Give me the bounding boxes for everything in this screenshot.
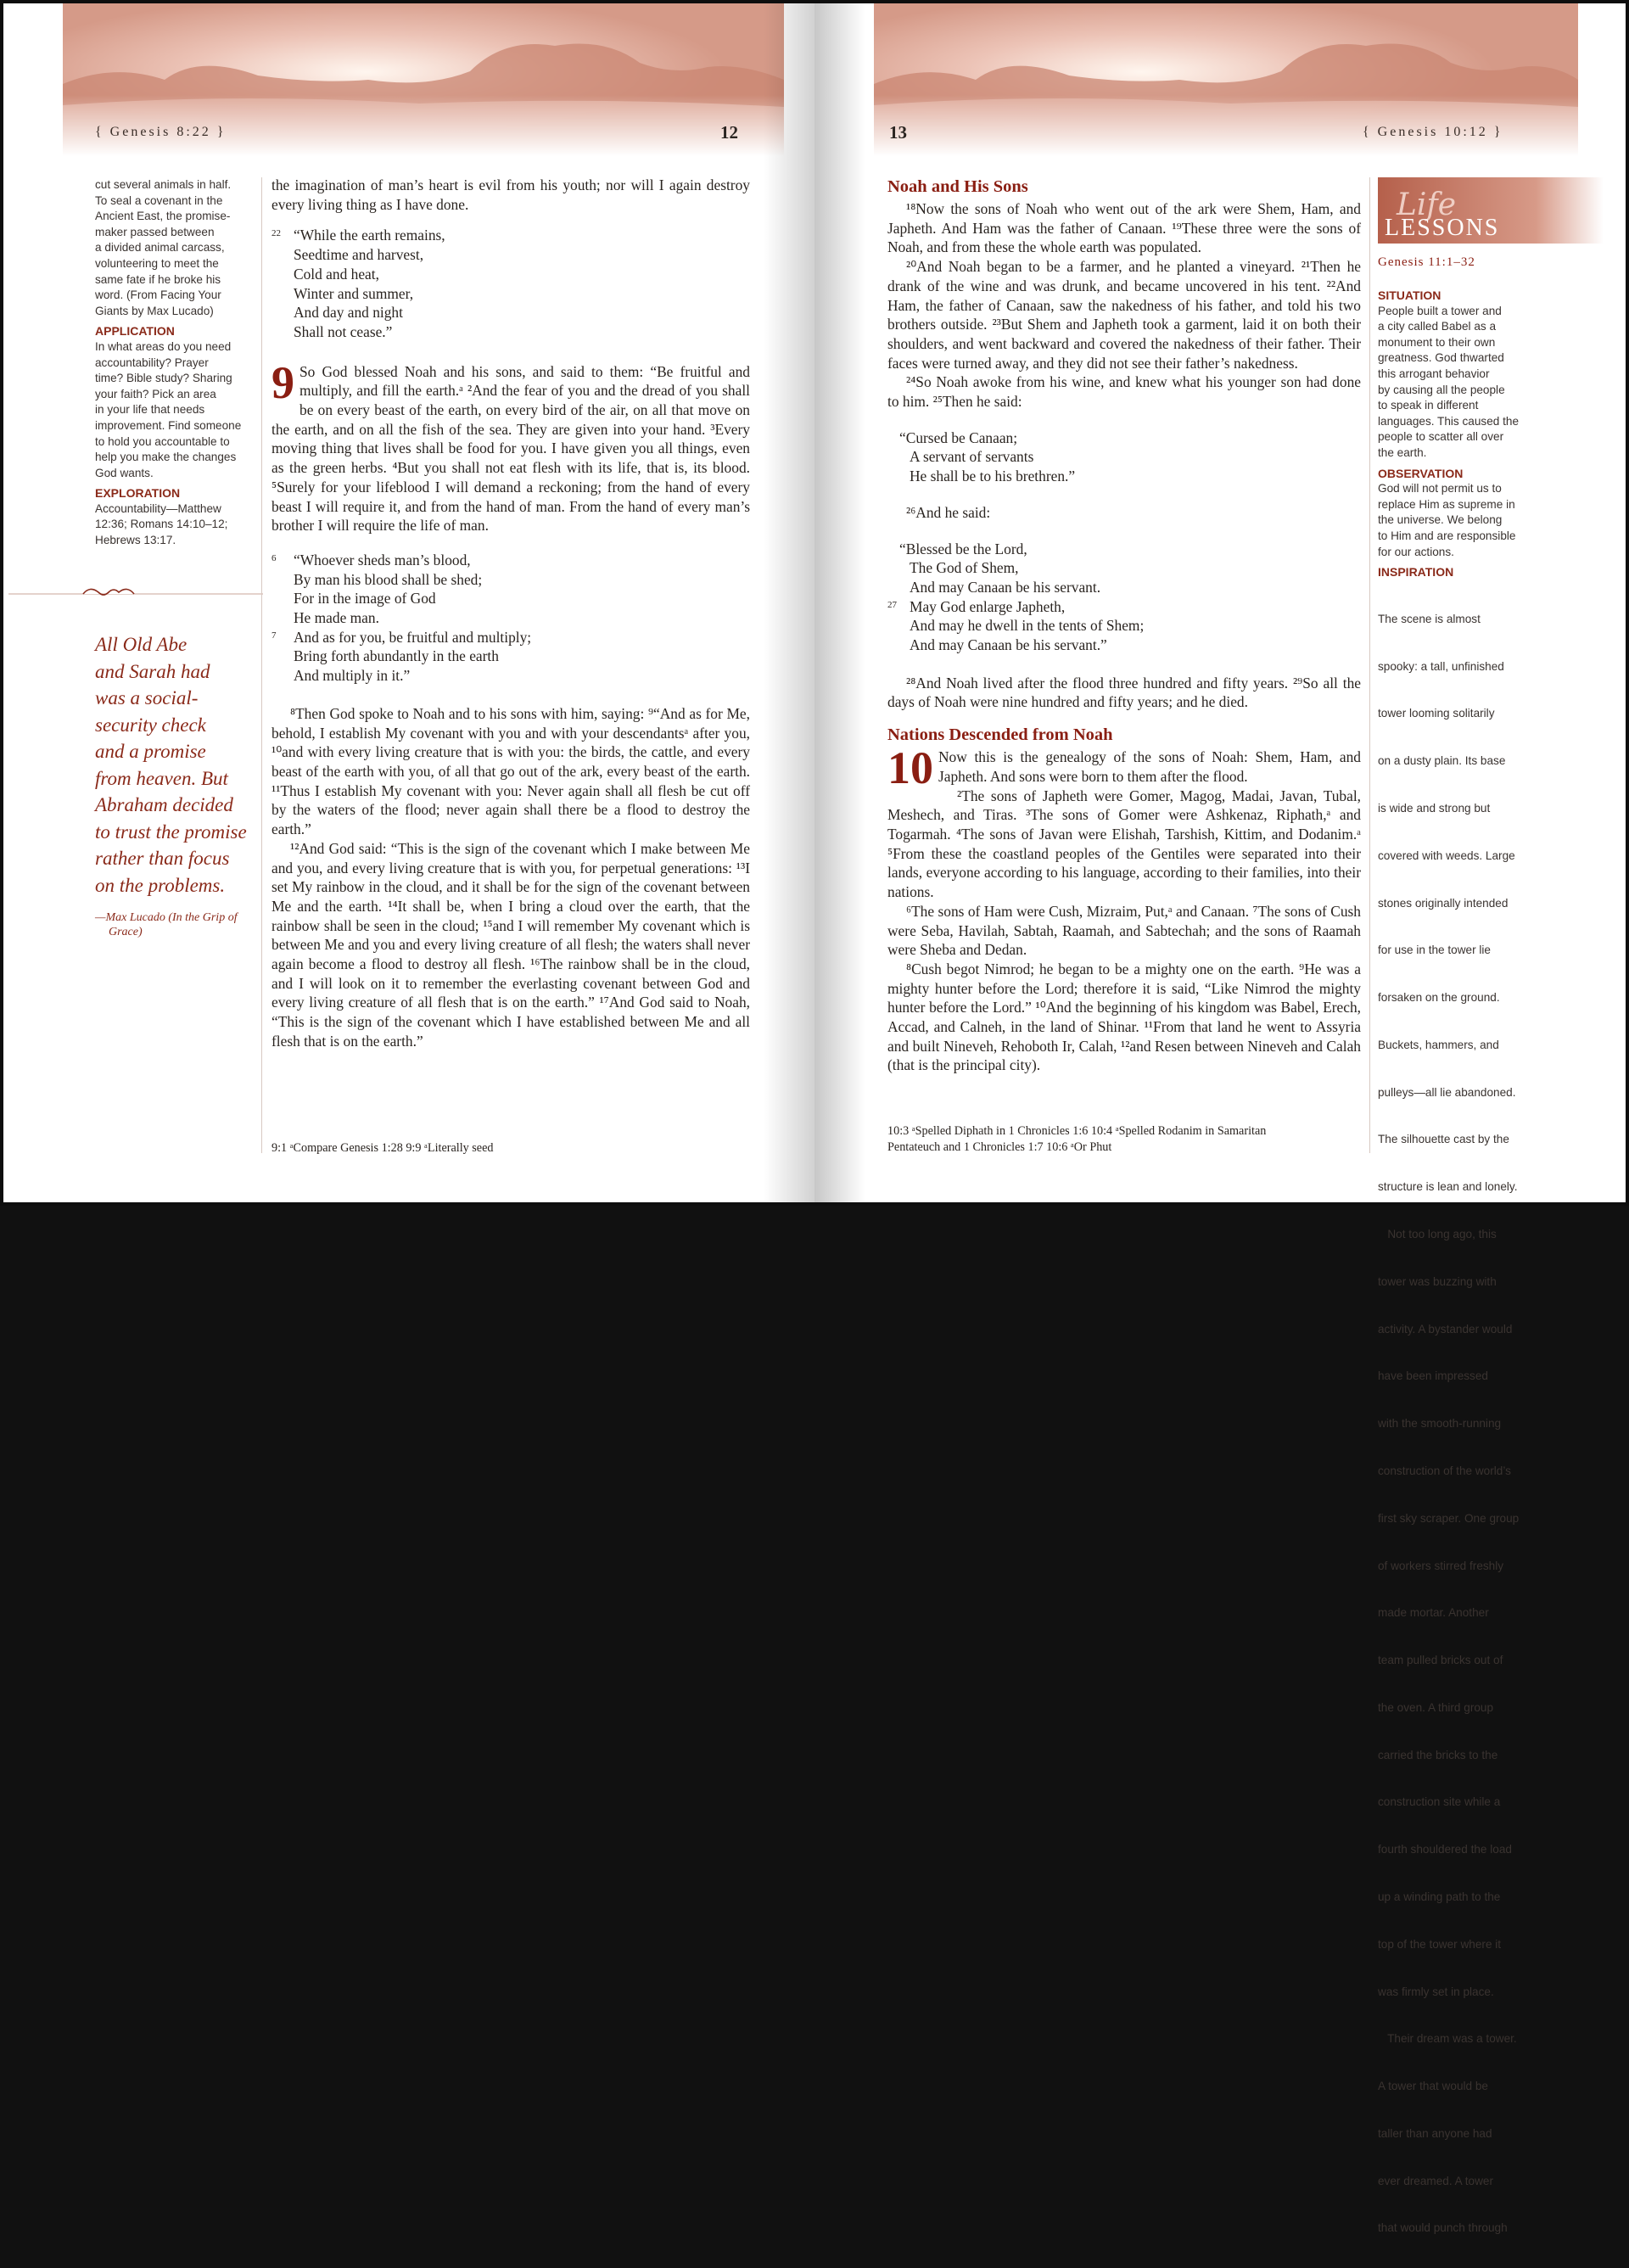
observation-heading: OBSERVATION <box>1378 466 1464 480</box>
column-rule <box>261 177 262 1153</box>
exploration-heading: EXPLORATION <box>95 486 181 501</box>
page-number: 12 <box>720 122 738 143</box>
life-lessons-badge <box>1378 177 1604 244</box>
left-page <box>3 3 814 1202</box>
ornament-divider <box>8 583 263 602</box>
verse-text: ¹²And God said: “This is the sign of the covenant which I make between Me and you, and every living creature that is with you, for perpetual generations: ¹³I set My rainbow in the cloud, and it shall be for the sign of the covenant between Me and the earth. ¹⁴It shall be, when I bring a cloud over the earth, that the rainbow shall be seen in the cloud; ¹⁵and I will remember My covenant which is between Me and you and every living creature of all flesh; the waters shall never again become a flood to destroy all flesh. ¹⁶The rainbow shall be in the cloud, and I will look on it to remember the everlasting covenant between God and every living creature of all flesh that is on the earth.” ¹⁷And God said to Noah, “This is the sign of the covenant which I have established between Me and all flesh that is on the earth.” <box>272 839 750 1050</box>
verse-text: ²⁸And Noah lived after the flood three hundred and fifty years. ²⁹So all the days of Noah were nine hundred and fifty years; and he died. <box>887 674 1361 711</box>
running-head: { Genesis 10:12 } <box>1363 125 1503 139</box>
verse-text: ⁸Then God spoke to Noah and to his sons with him, saying: ⁹“And as for Me, behold, I establish My covenant with you and with your descendantsᵃ after you, ¹⁰and with every living creature that is with you: the birds, the cattle, and every beast of the earth with you, of all that go out of the ark, every beast of the earth. ¹¹Thus I establish My covenant with you: Never again shall all flesh be cut off by the waters of the flood; never again shall there be a flood to destroy the earth.” <box>272 704 750 838</box>
application-text: In what areas do you need accountability? Prayer time? Bible study? Sharing your faith? Pick an area in your life that needs improvement. Find someone to hold you accountable to help you make the changes God wants. <box>95 339 242 479</box>
verse-text: ²⁶And he said: <box>906 503 991 521</box>
pull-quote: All Old Abe and Sarah had was a social- security check and a promise from heaven. But Abraham decided to trust the promise rather than focus on the problems. —Max Lucado (In the Grip of Grace) <box>95 631 265 939</box>
column-rule <box>1369 177 1370 1153</box>
sidebar-notes <box>95 177 265 549</box>
poem-block: 22 “While the earth remains, Seedtime and harvest, Cold and heat, Winter and summer, And day and night Shall not cease.” <box>272 227 445 340</box>
verse-text: ²⁴So Noah awoke from his wine, and knew what his younger son had done to him. ²⁵Then he said: <box>887 373 1361 411</box>
life-lessons-sidebar <box>1378 283 1539 2268</box>
running-head: { Genesis 8:22 } <box>95 125 227 139</box>
exploration-text: Accountability—Matthew 12:36; Romans 14:10–12; Hebrews 13:17. <box>95 501 228 547</box>
chapter-number: 9 <box>272 356 294 408</box>
poem-block: “Blessed be the Lord, The God of Shem, And may Canaan be his servant. 27 May God enlarge Japheth, And may he dwell in the tents of Shem; And may Canaan be his servant.” <box>887 540 1145 654</box>
verse-text: ²⁰And Noah began to be a farmer, and he planted a vineyard. ²¹Then he drank of the wine and was drunk, and became uncovered in his tent. ²²And Ham, the father of Canaan, saw the nakedness of his father, and told his two brothers outside. ²³But Shem and Japheth took a garment, laid it on both their shoulders, and went backward and covered the nakedness of their father. Their faces were turned away, and they did not see their father’s nakedness. <box>887 258 1361 372</box>
gutter-shadow <box>814 3 865 1202</box>
verse-text: ¹⁸Now the sons of Noah who went out of the ark were Shem, Ham, and Japheth. And Ham was the father of Canaan. ¹⁹These three were the sons of Noah, and from these the whole earth was populated. <box>887 200 1361 256</box>
lessons-caps: LESSONS <box>1385 215 1500 241</box>
situation-text: People built a tower and a city called Babel as a monument to their own greatness. God thwarted this arrogant behavior by causing all the people to speak in different languages. This caused the people to scatter all over the earth. <box>1378 304 1520 459</box>
life-lessons-reference: Genesis 11:1–32 <box>1378 255 1475 269</box>
observation-text: God will not permit us to replace Him as supreme in the universe. We belong to Him and are responsible for our actions. <box>1378 482 1516 558</box>
life-script: Life <box>1397 188 1457 222</box>
inspiration-heading: INSPIRATION <box>1378 565 1454 580</box>
sidebar-text: cut several animals in half. To seal a covenant in the Ancient East, the promise- maker passed between a divided animal carcass, volunteering to meet the same fate if he broke his word. (From Facing Your Giants by Max Lucado) <box>95 178 232 317</box>
verse-text: ²The sons of Japheth were Gomer, Magog, Madai, Javan, Tubal, Meshech, and Tiras. ³The sons of Gomer were Ashkenaz, Riphath,ᵃ and Togarmah. ⁴The sons of Javan were Elishah, Tarshish, Kittim, and Dodanim.ᵃ ⁵From these the coastland peoples of the Gentiles were separated into their lands, everyone according to his language, according to their families, into their nations. <box>887 787 1361 901</box>
poem-block: 6 “Whoever sheds man’s blood, By man his blood shall be shed; For in the image of God He made man. 7 And as for you, be fruitful and multiply; Bring forth abundantly in the earth And multiply in it.” <box>272 551 532 685</box>
right-page <box>814 3 1626 2235</box>
verse-text: ⁶The sons of Ham were Cush, Mizraim, Put,ᵃ and Canaan. ⁷The sons of Cush were Seba, Havilah, Sabtah, Raamah, and Sabtechah; and the sons of Raamah were Sheba and Dedan. <box>887 902 1361 959</box>
quote-attribution: —Max Lucado (In the Grip of Grace) <box>95 911 238 938</box>
chapter-9: 9 So God blessed Noah and his sons, and said to them: “Be fruitful and multiply, and fill the earth.ᵃ ²And the fear of you and the dread of you shall be on every beast of the earth, on every bird of the air, on all that move on the earth, and on all the fish of the sea. They are given into your hand. ³Every moving thing that lives shall be food for you. I have given you all things, even as the green herbs. ⁴But you shall not eat flesh with its life, that is, its blood. ⁵Surely for your lifeblood I will demand a reckoning; from the hand of every beast I will require it, and from the hand of man. From the hand of every man’s brother I will require the life of man. <box>272 356 750 535</box>
scripture-text <box>887 176 1361 1075</box>
inspiration-text: The scene is almost spooky: a tall, unfinished tower looming solitarily on a dusty plain. Its base is wide and strong but covered with weeds. Large stones originally intended for use in the tower lie forsaken on the ground. Buckets, hammers, and pulleys—all lie abandoned. The silhouette cast by the structure is lean and lonely. Not too long ago, this tower was buzzing with activity. A bystander would have been impressed with the smooth-running construction of the world’s first sky scraper. One group of workers stirred freshly made mortar. Another team pulled bricks out of the oven. A third group carried the bricks to the construction site while a fourth shouldered the load up a winding path to the top of the tower where it was firmly set in place. Their dream was a tower. A tower that would be taller than anyone had ever dreamed. A tower that would punch through <box>1378 612 1520 2235</box>
section-heading: Noah and His Sons <box>887 177 1028 196</box>
chapter-number: 10 <box>887 742 933 794</box>
gutter-shadow <box>764 3 814 1202</box>
scripture-text <box>272 176 750 1051</box>
footnotes: 9:1 ᵃCompare Genesis 1:28 9:9 ᵃLiterally seed <box>272 1141 494 1155</box>
verse-text: ⁸Cush begot Nimrod; he began to be a mighty one on the earth. ⁹He was a mighty hunter before the Lord; therefore it is said, “Like Nimrod the mighty hunter before the Lord.” ¹⁰And the beginning of his kingdom was Babel, Erech, Accad, and Calneh, in the land of Shinar. ¹¹From that land he went to Assyria and built Nineveh, Rehoboth Ir, Calah, ¹²and Resen between Nineveh and Calah (that is the principal city). <box>887 960 1361 1074</box>
situation-heading: SITUATION <box>1378 288 1441 302</box>
poem-block: “Cursed be Canaan; A servant of servants He shall be to his brethren.” <box>899 428 1076 485</box>
chapter-10: 10 Now this is the genealogy of the sons of Noah: Shem, Ham, and Japheth. And sons were born to them after the flood. <box>887 742 1361 794</box>
section-heading: Nations Descended from Noah <box>887 725 1113 745</box>
application-heading: APPLICATION <box>95 324 175 339</box>
footnotes: 10:3 ᵃSpelled Diphath in 1 Chronicles 1:6 10:4 ᵃSpelled Rodanim in Samaritan Pentateuch and 1 Chronicles 1:7 10:6 ᵃOr Phut <box>887 1124 1267 1154</box>
verse-text: the imagination of man’s heart is evil from his youth; nor will I again destroy every living thing as I have done. <box>272 176 750 213</box>
page-number: 13 <box>889 122 907 143</box>
